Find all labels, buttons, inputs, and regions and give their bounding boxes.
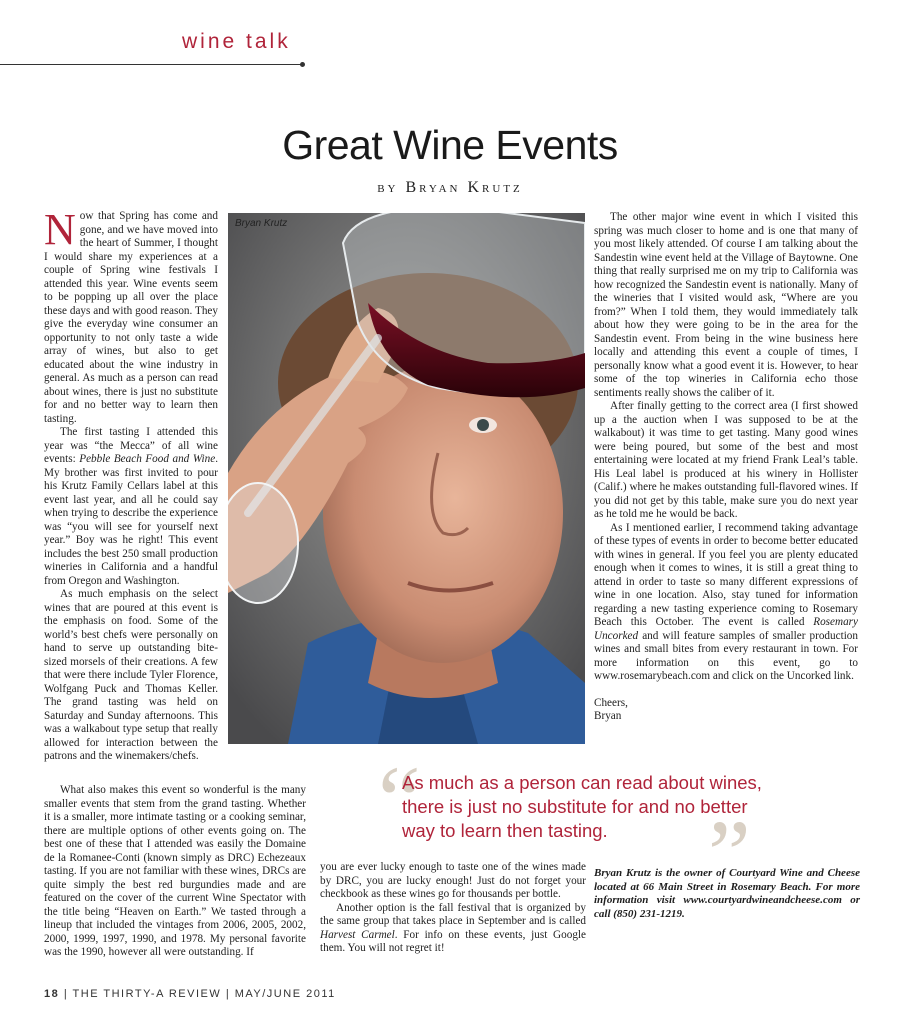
right-column <box>594 211 858 724</box>
page-footer <box>44 988 336 1000</box>
event-name-harvest-carmel: Harvest Carmel <box>320 928 395 941</box>
paragraph-drc-continued: you are ever lucky enough to taste one of the wines made by DRC, you are lucky enough! Just do not forget your checkbook as these wines go for thousands per bottle. <box>320 861 586 900</box>
paragraph-intro: Now that Spring has come and gone, and we have moved into the heart of Summer, I thought I would share my experiences at a couple of Spring wine festivals I attended this year. Wine events seem to be popping up all over the place these days and with good reason. They give the everyday wine consumer an opportunity to not only taste a wide array of wines, but also to get educated about the wine industry in general. As much as a person can read about wines, there is just no substitute for and no better way to learn then tasting. <box>44 205 218 425</box>
photo-credit: Bryan Krutz <box>235 218 288 229</box>
article-photo <box>228 213 585 744</box>
paragraph-recommend: As I mentioned earlier, I recommend taking advantage of these types of events in order to become better educated with wines in general. If you feel you are plenty educated enough when it comes to wines, it is still a great thing to attend in order to taste so many different expressions of wine in one location. Also, stay tuned for information regarding a new tasting experience coming to Rosemary Beach this October. The event is called Rosemary Uncorked and will feature samples of smaller production wines and small bites from every restaurant in town. For more information on this event, go to www.rosemarybeach.com and click on the Uncorked link. <box>594 521 858 682</box>
pull-quote: As much as a person can read about wines, there is just no substitute for and no better way to learn then tasting. <box>402 772 762 841</box>
footer-separator: | <box>63 988 69 1000</box>
footer-separator-2: | <box>225 988 231 1000</box>
event-name-pebble-beach: Pebble Beach Food and Wine <box>79 453 216 465</box>
paragraph-sandestin: The other major wine event in which I visited this spring was much closer to home and is one that many of you most likely attended. Of course I am talking about the Sandestin wine event held at the Village of Baytowne. One thing that really surprised me on my trip to California was how recognized the Sandestin event is nationally. Many of the wineries that I visited would ask, “Where are you from?” When I told them, they would immediately talk about how they were going to be in the area for the Sandestin event. From being in the wine business here locally and attending this event a couple of times, I personally know what a good event it is. However, to hear some of the top wineries in California echo those sentiments really shows the caliber of it. <box>594 211 858 399</box>
section-rule <box>0 64 302 65</box>
publication-name: THE THIRTY-A REVIEW <box>72 988 222 1000</box>
open-quote-mark: “ <box>378 746 421 853</box>
paragraph-smaller-events: What also makes this event so wonderful is the many smaller events that stem from the grand tasting. Whether it is a smaller, more intimate tasting or a cooking seminar, there are multiple options of other events going on. The best one of these that I attended was easily the Domaine de la Romanee-Conti (known simply as DRC) Echezeaux tasting. If you are not familiar with these wines, DRCs are quite simply the best red burgundies made and are featured on the cover of the current Wine Spectator with the title being “Heaven on Earth.” We tasted through a lineup that included the vintages from 2006, 2005, 2002, 2000, 1999, 1997, 1990, and 1978. My personal favorite was the 1990, however all were outstanding. If <box>44 784 306 958</box>
paragraph-first-tasting: The first tasting I attended this year was “the Mecca” of all wine events: Pebble Beach Food and Wine. My brother was first invited to pour his Krutz Family Cellars label at this event last year, and all he could say when trying to describe the experience was “you will see for yourself next year.” Boy was he right! This event includes the best 250 small production wineries in California and a handful from Oregon and Washington. <box>44 426 218 587</box>
author-bio: Bryan Krutz is the owner of Courtyard Wine and Cheese located at 66 Main Street in Rosemary Beach. For more information visit www.courtyardwineandcheese.com or call (850) 231-1219. <box>594 867 860 920</box>
section-rule-dot <box>300 62 305 67</box>
article-headline: Great Wine Events <box>282 122 618 168</box>
paragraph-tasting-area: After finally getting to the correct area (I first showed up a the auction when I was supposed to be at the walkabout) it was time to get tasting. Many good wines were being poured, but some of the best and most entertaining were located at my friend Frank Leal’s table. His Leal label is produced at his winery in Hollister (Calif.) where he makes outstanding full-flavored wines. If you did not get by this table, make sure you do next year as he told me he would be back. <box>594 400 858 520</box>
photo-illustration <box>228 213 585 744</box>
paragraph-fall-festival: Another option is the fall festival that is organized by the same group that takes place in September and is called Harvest Carmel. For info on these events, just Google them. You will not regret it! <box>320 901 586 954</box>
event-name-rosemary-uncorked: Rosemary Uncorked <box>594 616 858 642</box>
section-label: wine talk <box>182 30 291 53</box>
left-column-top <box>44 205 218 764</box>
paragraph-food-emphasis: As much emphasis on the select wines that are poured at this event is the emphasis on food. Some of the world’s best chefs were personally on hand to serve up outstanding bite-sized morsels of their creations. A few that were there include Tyler Florence, Wolfgang Puck and Thomas Keller. The grand tasting was held on Saturday and Sunday afternoons. This was a walkabout type setup that really allowed for interaction between the patrons and the winemakers/chefs. <box>44 588 218 762</box>
signoff-name: Bryan <box>594 710 622 722</box>
page-number: 18 <box>44 988 60 1000</box>
close-quote-mark: ” <box>708 800 751 907</box>
drop-cap: N <box>44 205 76 254</box>
article-byline: by Bryan Krutz <box>377 179 523 196</box>
middle-column <box>320 861 586 956</box>
left-column-bottom <box>44 784 306 960</box>
signoff-cheers: Cheers, <box>594 696 628 709</box>
issue-date: MAY/JUNE 2011 <box>234 988 336 1000</box>
